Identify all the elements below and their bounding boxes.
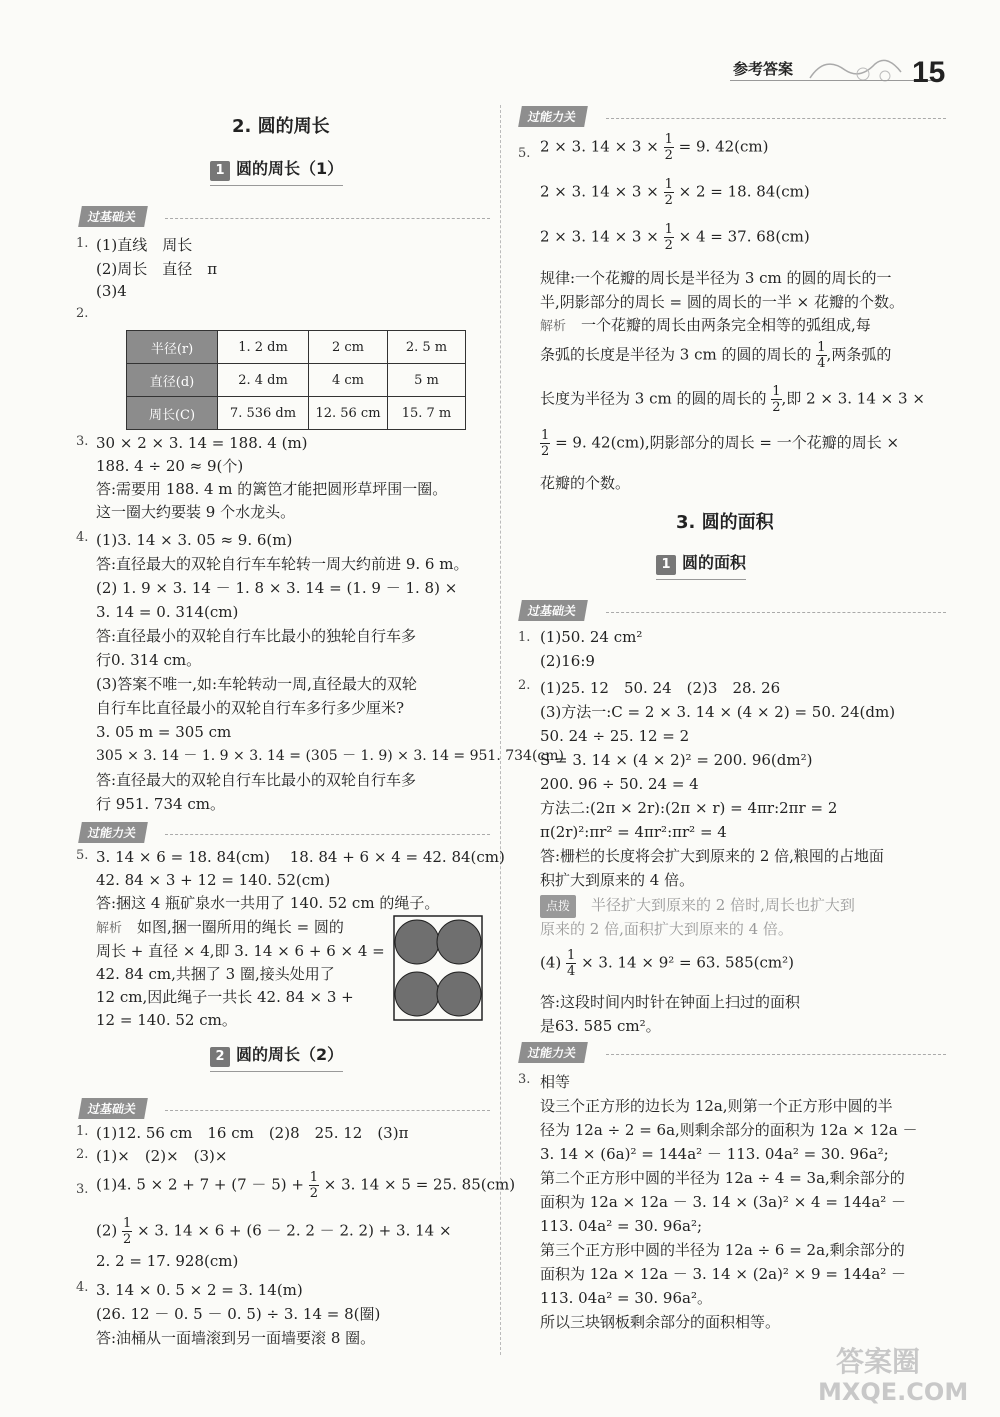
numerator: 1 [664,177,673,192]
analysis-text: ,两条弧的 [826,345,892,364]
analysis-line: 12 cm,因此绳子一共长 42. 84 × 3 + [96,988,354,1006]
denominator: 2 [772,400,781,415]
r-q2-body [540,676,895,892]
section-tag-basic-2: 过基础关 [78,1098,148,1119]
p2-q4-body [96,1278,380,1350]
r-q2-line: 答:栅栏的长度将会扩大到原来的 2 倍,粮囤的占地面 [540,847,884,865]
numerator: 1 [817,340,826,355]
expr-text: × 3. 14 × 6 + (6 － 2. 2 － 2. 2) + 3. 14 × [137,1221,452,1240]
table-cell: 1. 2 dm [218,331,309,364]
section-rule [606,118,946,119]
expr-text: × 3. 14 × 5 = 25. 85(cm) [323,1175,516,1194]
r-q5-eq [540,177,810,208]
q5-line: 3. 14 × 6 = 18. 84(cm) 18. 84 + 6 × 4 = 42. 84(cm) [96,848,505,866]
right-section-tag-ability-2: 过能力关 [518,1042,588,1063]
r-q5-eq [540,132,769,163]
r-q1-number: 1. [518,630,531,645]
q4-line: 行0. 314 cm。 [96,651,202,669]
r-q3-line: 113. 04a² = 30. 96a²。 [540,1289,712,1307]
q5-body [96,846,505,915]
analysis-label: 解析 [96,921,123,936]
r-q3-line: 第三个正方形中圆的半径为 12a ÷ 6 = 2a,剩余部分的 [540,1241,905,1259]
hint-label: 点拨 [540,895,576,918]
r-q3-line: 径为 12a ÷ 2 = 6a,则剩余部分的面积为 12a × 12a － [540,1121,918,1139]
subsection-title: 圆的面积 [682,553,747,572]
table-cell: 2. 5 m [388,331,466,364]
analysis-line: 42. 84 cm,共捆了 3 圈,接头处用了 [96,965,335,983]
q4-line: (2) 1. 9 × 3. 14 － 1. 8 × 3. 14 = (1. 9 － 1. 8) × [96,579,458,597]
r-q3-line: 所以三块钢板剩余部分的面积相等。 [540,1313,781,1331]
r-q5-analysis-4 [540,428,899,459]
answer-line: 答:这段时间内时针在钟面上扫过的面积 [540,993,801,1011]
q4-line: 3. 05 m = 305 cm [96,723,232,741]
section-rule [606,1054,946,1055]
analysis-text: 条弧的长度是半径为 3 cm 的圆的周长的 [540,345,812,364]
r-q2-line: 50. 24 ÷ 25. 12 = 2 [540,727,690,745]
header-rule [730,80,940,81]
analysis-line: 如图,捆一圈所用的绳长 = 圆的 [137,918,344,936]
r-q2-line: 积扩大到原来的 4 倍。 [540,871,695,889]
table-cell: 4 cm [309,364,388,397]
expr-text: × 3. 14 × 9² = 63. 585(cm²) [581,953,794,972]
p2-q2-number: 2. [76,1147,89,1162]
fraction [309,1170,319,1201]
r-q2-line: 方法二:(2π × 2r):(2π × r) = 4πr:2πr = 2 [540,799,838,817]
fraction [566,948,576,979]
r-q3-line: 面积为 12a × 12a － 3. 14 × (2a)² × 9 = 144a² － [540,1265,907,1283]
r-q1-line-b: (2)16:9 [540,652,595,670]
q4-line: (1)3. 14 × 3. 05 ≈ 9. 6(m) [96,531,293,549]
fraction [540,428,550,459]
section-rule [165,218,490,219]
expr-text: (1)4. 5 × 2 + 7 + (7 － 5) + [96,1175,304,1194]
analysis-text: ,即 2 × 3. 14 × 3 × [781,389,925,408]
right-section-tag-basic: 过基础关 [518,600,588,621]
q4-body [96,528,564,816]
q5-line: 42. 84 × 3 + 12 = 140. 52(cm) [96,871,331,889]
table-cell: 7. 536 dm [218,397,309,430]
denominator: 4 [817,356,826,371]
section-tag-basic: 过基础关 [78,206,148,227]
expr-text: (4) [540,953,562,972]
right-section-title: 3. 圆的面积 [676,512,774,533]
r-q2-number: 2. [518,678,531,693]
section-rule [606,612,946,613]
analysis-line: 12 = 140. 52 cm。 [96,1011,237,1029]
right-subsection-1 [656,550,746,580]
q4-line: 答:直径最大的双轮自行车比最小的双轮自行车多 [96,771,417,789]
watermark-brand: 答案圈 [836,1345,921,1378]
r-q3-number: 3. [518,1072,531,1087]
subsection-number: 1 [210,161,230,181]
r-q2-line: (3)方法一:C = 2 × 3. 14 × (4 × 2) = 50. 24(dm) [540,703,896,721]
rule-line: 半,阴影部分的周长 = 圆的周长的一半 × 花瓣的个数。 [540,293,904,311]
r-q2-line: S = 3. 14 × (4 × 2)² = 200. 96(dm²) [540,751,813,769]
denominator: 4 [567,964,576,979]
fraction [664,222,674,253]
hint-line: 半径扩大到原来的 2 倍时,周长也扩大到 [591,896,855,914]
r-q5-eq [540,222,810,253]
numerator: 1 [664,132,673,147]
r-q1-line-a: (1)50. 24 cm² [540,628,643,646]
q3-body [96,432,447,524]
r-q5-analysis-5: 花瓣的个数。 [540,474,631,492]
left-subsection-1 [210,156,343,186]
right-section-tag-ability: 过能力关 [518,106,588,127]
r-q3-line: 相等 [540,1073,571,1091]
analysis-text: 一个花瓣的周长由两条完全相等的弧组成,每 [581,316,871,334]
r-q3-body [540,1070,918,1334]
r-q2-part4 [540,948,794,979]
numerator: 1 [772,384,781,399]
table-cell: 15. 7 m [388,397,466,430]
hint-line: 原来的 2 倍,面积扩大到原来的 4 倍。 [540,920,793,938]
expr-text: (2) [96,1221,118,1240]
left-section-title: 2. 圆的周长 [232,116,330,137]
expr-text: 2 × 3. 14 × 3 × [540,182,659,201]
four-circles-figure [392,914,484,1022]
p2-q3-number: 3. [76,1182,89,1197]
p2-q2-text: (1)× (2)× (3)× [96,1147,228,1165]
fraction [664,132,674,163]
fraction [816,340,826,371]
table-head: 直径(d) [127,364,218,397]
table-cell: 12. 56 cm [309,397,388,430]
p2-q3-line-b [96,1216,452,1247]
denominator: 2 [664,238,673,253]
p2-q4-line: 3. 14 × 0. 5 × 2 = 3. 14(m) [96,1281,303,1299]
fraction [122,1216,132,1247]
q3-number: 3. [76,434,89,449]
table-row [127,364,466,397]
fraction [771,384,781,415]
table-cell: 2 cm [309,331,388,364]
denominator: 2 [664,148,673,163]
p2-q3-line-a [96,1170,515,1201]
q1-line-c: (3)4 [96,282,127,300]
q4-number: 4. [76,530,89,545]
q3-line: 答:需要用 188. 4 m 的篱笆才能把圆形草坪围一圈。 [96,480,448,498]
section-rule [165,834,490,835]
expr-text: 2 × 3. 14 × 3 × [540,227,659,246]
q2-number: 2. [76,306,89,321]
r-q2-part4-answer [540,990,800,1038]
header-label: 参考答案 [733,60,794,78]
table-row [127,397,466,430]
q5-analysis [96,916,385,1032]
q4-line: 305 × 3. 14 － 1. 9 × 3. 14 = (305 － 1. 9) × 3. 14 = 951. 734(cm) [96,748,565,764]
q5-line: 答:捆这 4 瓶矿泉水一共用了 140. 52 cm 的绳子。 [96,894,440,912]
numerator: 1 [541,428,550,443]
denominator: 2 [664,193,673,208]
q1-line-a: (1)直线 周长 [96,236,193,254]
left-subsection-2 [210,1042,343,1072]
header-decoration-icon [805,50,905,84]
q4-line: 自行车比直径最小的双轮自行车多行多少厘米? [96,699,405,717]
section-rule [165,1110,490,1111]
r-q3-line: 113. 04a² = 30. 96a²; [540,1217,703,1235]
fraction [664,177,674,208]
numerator: 1 [123,1216,132,1231]
table-cell: 2. 4 dm [218,364,309,397]
numerator: 1 [664,222,673,237]
table-head: 半径(r) [127,331,218,364]
q4-line: 3. 14 = 0. 314(cm) [96,603,239,621]
r-q5-analysis-1 [540,314,871,335]
expr-text: = 9. 42(cm) [678,137,769,156]
section-tag-ability: 过能力关 [78,822,148,843]
p2-q1-number: 1. [76,1124,89,1139]
p2-q4-line: (26. 12 － 0. 5 － 0. 5) ÷ 3. 14 = 8(圈) [96,1305,381,1323]
q3-line: 188. 4 ÷ 20 ≈ 9(个) [96,457,244,475]
q4-line: 行 951. 734 cm。 [96,795,225,813]
r-q3-line: 第二个正方形中圆的半径为 12a ÷ 4 = 3a,剩余部分的 [540,1169,905,1187]
table-cell: 5 m [388,364,466,397]
r-q2-line: π(2r)²:πr² = 4πr²:πr² = 4 [540,823,727,841]
table-head: 周长(C) [127,397,218,430]
watermark-site: MXQE.COM [818,1378,969,1406]
subsection-title: 圆的周长（1） [236,159,344,178]
subsection-title: 圆的周长（2） [236,1045,344,1064]
r-q3-line: 面积为 12a × 12a － 3. 14 × (3a)² × 4 = 144a² － [540,1193,907,1211]
p2-q4-line: 答:油桶从一面墙滚到另一面墙要滚 8 圈。 [96,1329,376,1347]
denominator: 2 [309,1186,318,1201]
q5-number: 5. [76,848,89,863]
page-number: 15 [912,56,946,89]
q4-line: 答:直径最大的双轮自行车车轮转一周大约前进 9. 6 m。 [96,555,469,573]
r-q5-number: 5. [518,146,531,161]
expr-text: × 4 = 37. 68(cm) [678,227,810,246]
r-q5-analysis-3 [540,384,925,415]
subsection-number: 2 [210,1047,230,1067]
r-q5-rule [540,266,904,314]
q3-line: 30 × 2 × 3. 14 = 188. 4 (m) [96,434,308,452]
subsection-number: 1 [656,555,676,575]
p2-q3-line-c: 2. 2 = 17. 928(cm) [96,1252,239,1270]
q4-line: 答:直径最小的双轮自行车比最小的独轮自行车多 [96,627,417,645]
answer-line: 是63. 585 cm²。 [540,1017,661,1035]
r-q5-analysis-2 [540,340,891,371]
denominator: 2 [541,444,550,459]
p2-q4-number: 4. [76,1280,89,1295]
table-row [127,331,466,364]
analysis-text: 长度为半径为 3 cm 的圆的周长的 [540,389,767,408]
analysis-text: = 9. 42(cm),阴影部分的周长 = 一个花瓣的周长 × [555,433,900,452]
numerator: 1 [309,1170,318,1185]
analysis-label: 解析 [540,319,567,334]
q1-line-b: (2)周长 直径 π [96,260,218,278]
r-q3-line: 3. 14 × (6a)² = 144a² － 113. 04a² = 30. 96a²; [540,1145,889,1163]
r-q2-line: (1)25. 12 50. 24 (2)3 28. 26 [540,679,781,697]
r-q3-line: 设三个正方形的边长为 12a,则第一个正方形中圆的半 [540,1097,893,1115]
numerator: 1 [567,948,576,963]
rule-line: 规律:一个花瓣的周长是半径为 3 cm 的圆的周长的一 [540,269,892,287]
q1-number: 1. [76,236,89,251]
p2-q1-text: (1)12. 56 cm 16 cm (2)8 25. 12 (3)π [96,1124,409,1142]
expr-text: 2 × 3. 14 × 3 × [540,137,659,156]
analysis-line: 周长 + 直径 × 4,即 3. 14 × 6 + 6 × 4 = [96,942,385,960]
expr-text: × 2 = 18. 84(cm) [678,182,810,201]
q3-line: 这一圈大约要装 9 个水龙头。 [96,503,296,521]
q4-line: (3)答案不唯一,如:车轮转动一周,直径最大的双轮 [96,675,417,693]
r-q2-line: 200. 96 ÷ 50. 24 = 4 [540,775,699,793]
r-q2-hint [540,894,855,941]
denominator: 2 [123,1232,132,1247]
radius-table [126,330,466,430]
